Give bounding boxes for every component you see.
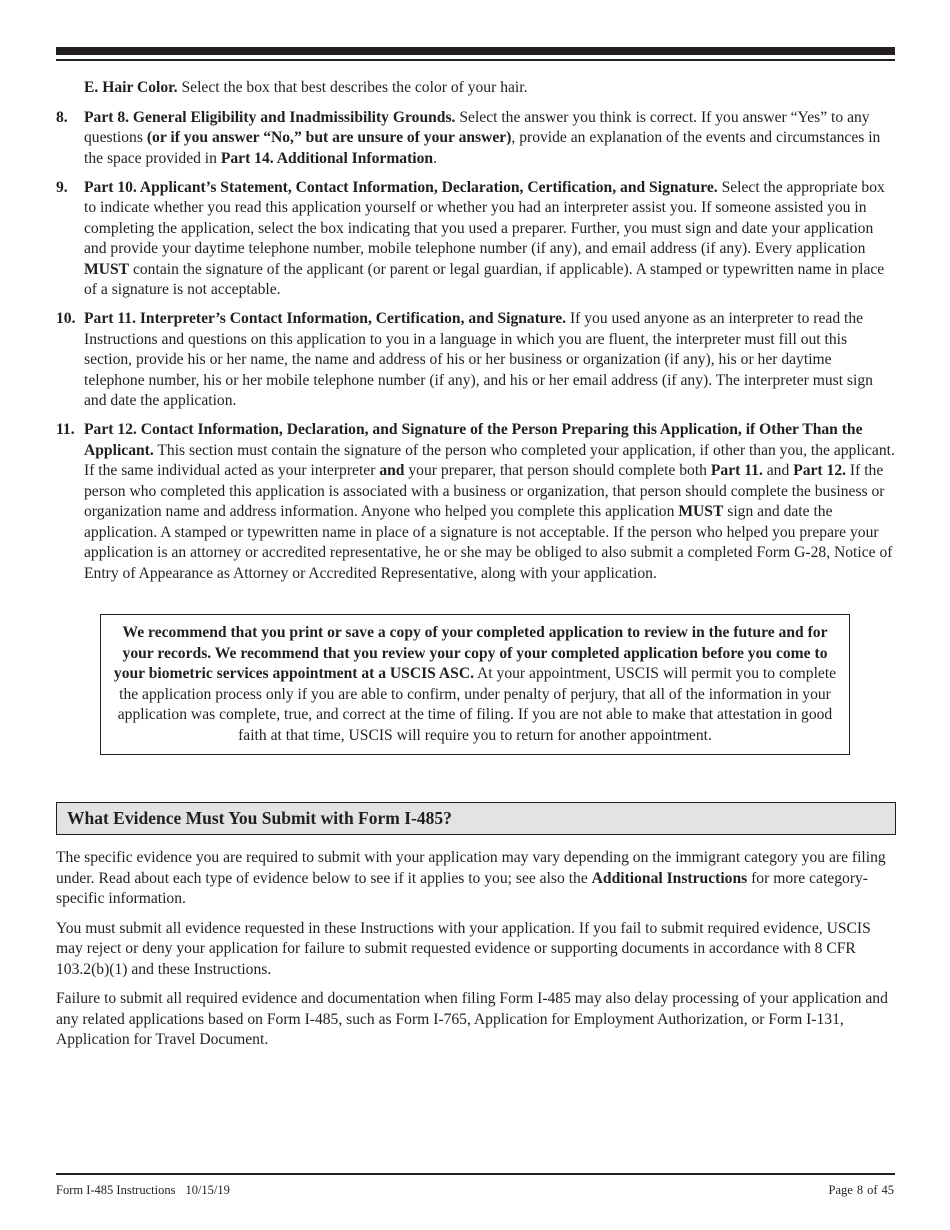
text-run: If the person who completed this application is associated with a business or organization, that person should complete the business or organization name and address information. Anyone who helped you complete this application [84, 462, 885, 520]
list-item-10 [56, 309, 896, 412]
evidence-paragraph-2: You must submit all evidence requested in these Instructions with your application. If you fail to submit required evidence, USCIS may reject or deny your application for failure to submit requested evidence or supporting documents in accordance with 8 CFR 103.2(b)(1) and these Instructions. [56, 919, 871, 978]
footer-page-number [829, 1183, 894, 1198]
item-number: 8. [56, 108, 68, 126]
bold-run: Part 12. [793, 462, 847, 479]
bold-run: Additional Instructions [591, 869, 748, 887]
item-number: 11. [56, 421, 75, 438]
recommendation-callout-box [100, 614, 850, 755]
item-number: 9. [56, 178, 68, 196]
text-run: . [433, 149, 438, 167]
text-run: contain the signature of the applicant (or parent or legal guardian, if applicable). A stamped or typewritten name in place of a signature is not acceptable. [84, 260, 885, 298]
item-text: Select the box that best describes the color of your hair. [181, 79, 528, 96]
header-thick-rule [56, 47, 895, 55]
list-item-11 [56, 420, 896, 584]
bold-run: MUST [84, 260, 130, 278]
item-text [84, 108, 896, 170]
item-label: E. Hair Color. [84, 79, 178, 96]
page-content [56, 78, 896, 1051]
text-run: Select the answer you think is correct. If you answer “Yes” to any questions [84, 108, 870, 146]
text-run: for more category-specific information. [56, 869, 869, 907]
bold-run: MUST [678, 503, 724, 520]
page-of-word: of [867, 1183, 878, 1197]
footer-rule [56, 1173, 895, 1175]
list-item-8 [56, 108, 896, 170]
bold-run: (or if you answer “No,” but are unsure of your answer) [146, 129, 512, 146]
text-run: If you used anyone as an interpreter to read the Instructions and questions on this application to you in a language in which you are fluent, the interpreter must fill out this section, provide his or her name, the name and address of his or her business or organization (if any), his or her daytime telephone number, his or her mobile telephone number (if any), and his or her email address (if any). The interpreter must sign and date the application. [84, 310, 873, 409]
footer-edition-date: 10/15/19 [185, 1183, 230, 1197]
item-text [84, 420, 896, 584]
bold-run: Part 14. Additional Information [220, 149, 434, 167]
callout-bold-text: We recommend that you print or save a copy of your completed application to review in the future and for your records. We recommend that you review your copy of your completed application before you come to your biometric services appointment at a USCIS ASC. [113, 624, 828, 682]
item-number: 10. [56, 310, 76, 327]
page-current: 8 [856, 1183, 864, 1197]
evidence-paragraph-1 [56, 848, 896, 910]
section-heading-evidence: What Evidence Must You Submit with Form I-485? [56, 802, 896, 835]
text-run: sign and date the application. A stamped or typewritten name in place of a signature is not acceptable. If the person who helped you prepare your application is an attorney or accredited representative, he or she may be obliged to also submit a completed Form G-28, Notice of Entry of Appearance as Attorney or Accredited Representative, along with your application. [84, 503, 893, 582]
list-item-9 [56, 178, 896, 301]
text-run: Select the appropriate box to indicate whether you read this application yourself or whether you had an interpreter assist you. If someone assisted you in completing the application, select the box indicating that you used a preparer. Further, you must sign and date your application and provide your daytime telephone number, mobile telephone number (if any), and email address (if any). Every application [84, 178, 885, 257]
item-heading: Part 8. General Eligibility and Inadmissibility Grounds. [84, 108, 456, 126]
text-run: This section must contain the signature of the person who completed your application, if other than you, the applicant. If the same individual acted as your interpreter [84, 441, 895, 479]
bold-run: and [379, 462, 405, 479]
item-heading: Part 11. Interpreter’s Contact Information, Certification, and Signature. [84, 310, 567, 327]
page-total: 45 [881, 1183, 894, 1197]
footer-form-name: Form I-485 Instructions [56, 1183, 176, 1197]
header-thin-rule [56, 59, 895, 61]
list-item-hair-color [56, 78, 896, 99]
text-run: , provide an explanation of the events and circumstances in the space provided in [84, 129, 881, 167]
bold-run: Part 11. [710, 462, 763, 479]
item-heading: Part 10. Applicant’s Statement, Contact Information, Declaration, Certification, and Signature. [84, 178, 718, 196]
callout-text: At your appointment, USCIS will permit you to complete the application process only if you are able to confirm, under penalty of perjury, that all of the information in your application was complete, true, and correct at the time of filing. If you are not able to make that attestation in good faith at that time, USCIS will require you to return for another appointment. [117, 665, 837, 744]
item-text [84, 178, 896, 301]
item-heading: Part 12. Contact Information, Declaration, and Signature of the Person Preparing this Application, if Other Than the Applicant. [84, 421, 863, 459]
evidence-paragraph-3: Failure to submit all required evidence and documentation when filing Form I-485 may also delay processing of your application and any related applications based on Form I-485, such as Form I-765, Application for Employment Authorization, or Form I-131, Application for Travel Document. [56, 990, 888, 1048]
page-word: Page [828, 1183, 853, 1197]
item-text [84, 309, 896, 412]
text-run: The specific evidence you are required to submit with your application may vary depending on the immigrant category you are filing under. Read about each type of evidence below to see if it applies to you; see also the [56, 849, 886, 887]
text-run: your preparer, that person should complete both [408, 462, 707, 479]
text-run: and [766, 462, 790, 479]
footer-form-info [56, 1183, 230, 1198]
